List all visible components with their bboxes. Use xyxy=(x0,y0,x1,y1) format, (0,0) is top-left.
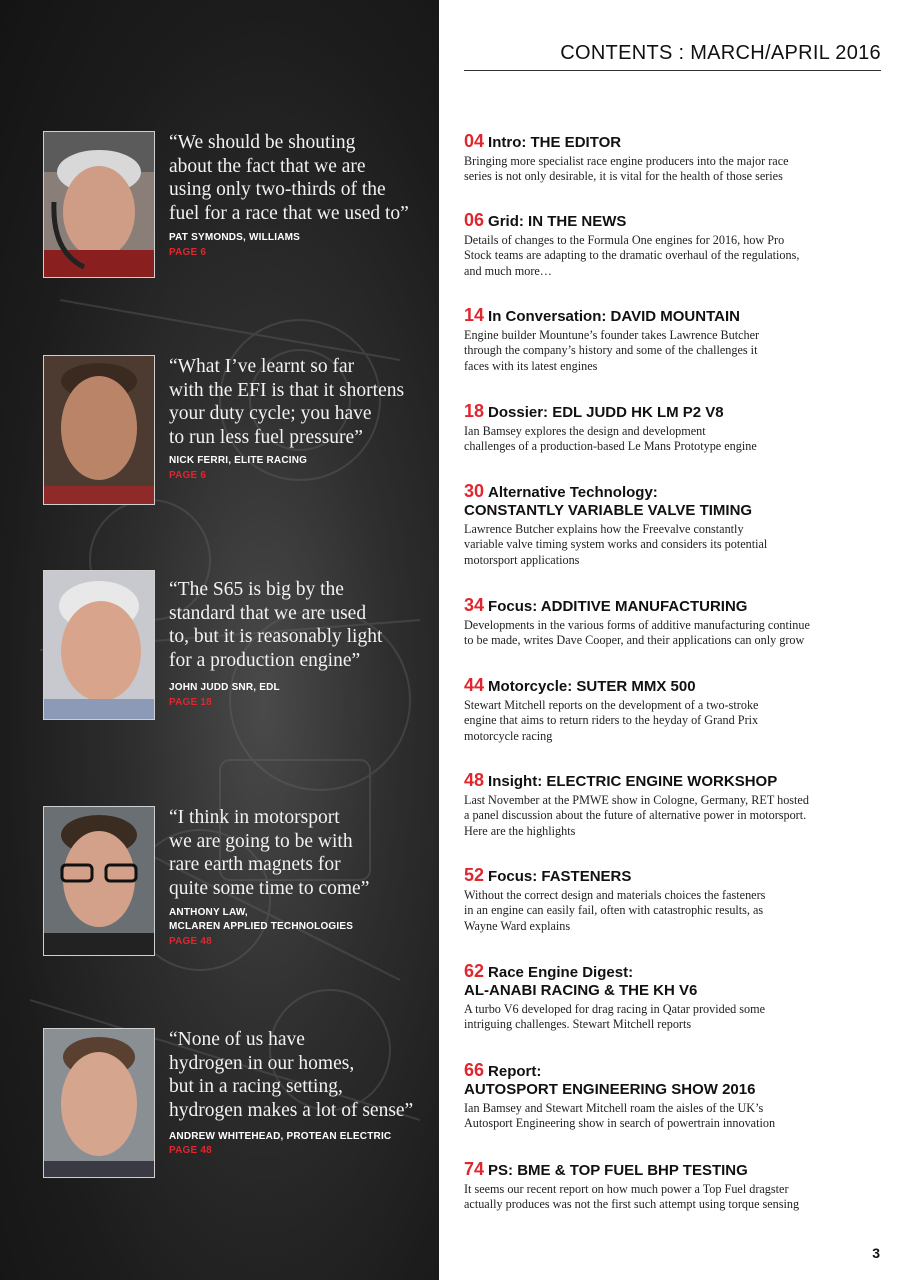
quote-text: “What I’ve learnt so far with the EFI is that it shortens your duty cycle; you have to run less fuel pressure” xyxy=(169,356,405,448)
entry-description: A turbo V6 developed for drag racing in Qatar provided some intriguing challenges. Stewart Mitchell reports xyxy=(464,1002,765,1032)
entry-description: Stewart Mitchell reports on the development of a two-stroke engine that aims to return riders to the heyday of Grand Prix motorcycle racing xyxy=(464,698,759,743)
entry-page-number: 14 xyxy=(464,305,485,325)
quote-attribution: NICK FERRI, ELITE RACING xyxy=(169,455,308,466)
entry-heading xyxy=(464,402,874,422)
entry-description: Engine builder Mountune’s founder takes Lawrence Butcher through the company’s history and some of the challenges it faces with its latest engines xyxy=(464,328,760,373)
contents-entry[interactable] xyxy=(464,771,874,839)
portrait-photo xyxy=(43,355,155,505)
quote-attribution: ANDREW WHITEHEAD, PROTEAN ELECTRIC xyxy=(169,1131,392,1142)
entry-description: Developments in the various forms of additive manufacturing continue to be made, writes Dave Cooper, and their applications can only grow xyxy=(464,618,810,648)
portrait-photo xyxy=(43,806,155,956)
quote-attribution: ANTHONY LAW, MCLAREN APPLIED TECHNOLOGIES xyxy=(169,907,354,932)
contents-entry[interactable] xyxy=(464,866,874,934)
entry-page-number: 48 xyxy=(464,770,485,790)
page-title: CONTENTS : MARCH/APRIL 2016 xyxy=(560,42,881,64)
entry-page-number: 34 xyxy=(464,595,485,615)
entry-heading xyxy=(464,866,874,886)
entry-page-number: 66 xyxy=(464,1060,485,1080)
entry-heading xyxy=(464,132,874,152)
quote-text: “The S65 is big by the standard that we are used to, but it is reasonably light for a production engine” xyxy=(169,579,383,671)
contents-entry[interactable] xyxy=(464,211,874,279)
entry-page-number: 18 xyxy=(464,401,485,421)
entry-title: Motorcycle: SUTER MMX 500 xyxy=(488,678,696,695)
contents-entry[interactable] xyxy=(464,596,874,649)
entry-description: Lawrence Butcher explains how the Freevalve constantly variable valve timing system works and considers its potential motorsport applications xyxy=(464,522,768,567)
page-number: 3 xyxy=(872,1245,880,1261)
quote-attribution: JOHN JUDD SNR, EDL xyxy=(169,682,280,693)
quote-attribution: PAT SYMONDS, WILLIAMS xyxy=(169,232,301,243)
quote-text: “I think in motorsport we are going to be with rare earth magnets for quite some time to come” xyxy=(169,807,370,899)
entry-title: Focus: ADDITIVE MANUFACTURING xyxy=(488,598,748,615)
entry-description: Details of changes to the Formula One engines for 2016, how Pro Stock teams are adapting to the dramatic overhaul of the regulations, and much more… xyxy=(464,233,800,278)
entry-page-number: 30 xyxy=(464,481,485,501)
entry-page-number: 52 xyxy=(464,865,485,885)
entry-page-number: 74 xyxy=(464,1159,485,1179)
entry-heading xyxy=(464,962,874,1000)
entry-heading xyxy=(464,306,874,326)
entry-page-number: 62 xyxy=(464,961,485,981)
entry-heading xyxy=(464,676,874,696)
entry-page-number: 04 xyxy=(464,131,485,151)
entry-title: Report: AUTOSPORT ENGINEERING SHOW 2016 xyxy=(464,1063,756,1098)
entry-title: Focus: FASTENERS xyxy=(488,868,632,885)
entry-description: Ian Bamsey and Stewart Mitchell roam the aisles of the UK’s Autosport Engineering show in search of powertrain innovation xyxy=(464,1101,776,1131)
quote-page-link[interactable]: PAGE 18 xyxy=(169,697,212,708)
quote-page-link[interactable]: PAGE 48 xyxy=(169,936,212,947)
entry-title: Intro: THE EDITOR xyxy=(488,134,622,151)
contents-entry[interactable] xyxy=(464,962,874,1033)
entry-heading xyxy=(464,771,874,791)
entry-title: Insight: ELECTRIC ENGINE WORKSHOP xyxy=(488,773,778,790)
contents-entry[interactable] xyxy=(464,1160,874,1213)
quote-text: “None of us have hydrogen in our homes, but in a racing setting, hydrogen makes a lot of sense” xyxy=(169,1029,414,1121)
contents-entry[interactable] xyxy=(464,132,874,185)
entry-heading xyxy=(464,211,874,231)
entry-description: Without the correct design and materials choices the fasteners in an engine can easily fail, often with catastrophic results, as Wayne Ward explains xyxy=(464,888,766,933)
entry-title: In Conversation: DAVID MOUNTAIN xyxy=(488,308,740,325)
contents-entry[interactable] xyxy=(464,1061,874,1132)
entry-heading xyxy=(464,1061,874,1099)
entry-heading xyxy=(464,596,874,616)
entry-heading xyxy=(464,482,874,520)
entry-title: Race Engine Digest: AL-ANABI RACING & THE KH V6 xyxy=(464,964,698,999)
contents-header xyxy=(464,42,881,71)
portrait-photo xyxy=(43,570,155,720)
quote-text: “We should be shouting about the fact that we are using only two-thirds of the fuel for a race that we used to” xyxy=(169,132,409,224)
quote-page-link[interactable]: PAGE 6 xyxy=(169,247,207,258)
entry-description: Bringing more specialist race engine producers into the major race series is not only desirable, it is vital for the health of those series xyxy=(464,154,789,184)
contents-entry[interactable] xyxy=(464,402,874,455)
portrait-photo xyxy=(43,131,155,278)
entry-title: Grid: IN THE NEWS xyxy=(488,213,627,230)
contents-entry[interactable] xyxy=(464,482,874,568)
entry-description: Last November at the PMWE show in Cologne, Germany, RET hosted a panel discussion about the future of alternative power in motorsport. Here are the highlights xyxy=(464,793,809,838)
quote-page-link[interactable]: PAGE 6 xyxy=(169,470,207,481)
portrait-photo xyxy=(43,1028,155,1178)
entry-title: Dossier: EDL JUDD HK LM P2 V8 xyxy=(488,404,724,421)
contents-entry[interactable] xyxy=(464,306,874,374)
entry-description: Ian Bamsey explores the design and development challenges of a production-based Le Mans Prototype engine xyxy=(464,424,757,454)
entry-title: PS: BME & TOP FUEL BHP TESTING xyxy=(488,1162,748,1179)
contents-entry[interactable] xyxy=(464,676,874,744)
entry-page-number: 44 xyxy=(464,675,485,695)
quote-page-link[interactable]: PAGE 48 xyxy=(169,1145,212,1156)
entry-page-number: 06 xyxy=(464,210,485,230)
entry-title: Alternative Technology: CONSTANTLY VARIABLE VALVE TIMING xyxy=(464,484,753,519)
entry-description: It seems our recent report on how much power a Top Fuel dragster actually produces was not the first such attempt using torque sensing xyxy=(464,1182,800,1212)
quotes-panel xyxy=(0,0,439,1280)
entry-heading xyxy=(464,1160,874,1180)
